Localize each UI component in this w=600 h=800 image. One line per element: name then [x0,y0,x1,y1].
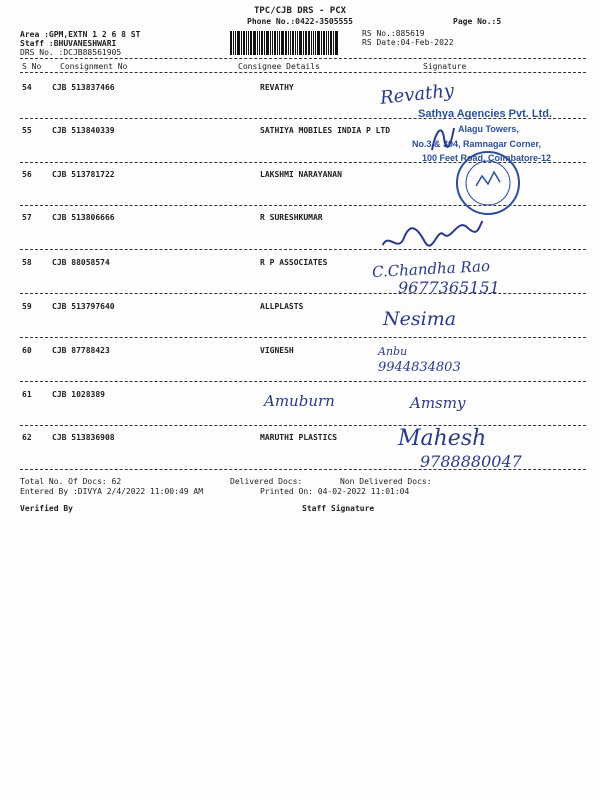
row-consignment: CJB 513836908 [52,433,115,442]
delivered-docs: Delivered Docs: [230,477,303,486]
barcode-bar [311,31,312,55]
row-consignment: CJB 87788423 [52,346,110,355]
signature-61-b: Amsmy [410,394,466,412]
barcode-bar [308,31,310,55]
signature-57 [376,211,490,264]
round-seal-icon [452,148,524,218]
row-consignment: CJB 513840339 [52,126,115,135]
row-consignment: CJB 513837466 [52,83,115,92]
total-docs: Total No. Of Docs: 62 [20,477,122,486]
row-sno: 55 [22,126,32,135]
staff-label: Staff :BHUVANESHWARI [20,39,117,48]
row-consignment: CJB 513806666 [52,213,115,222]
row-consignee: ALLPLASTS [260,302,304,311]
row-consignment: CJB 513781722 [52,170,115,179]
barcode-bar [248,31,249,55]
barcode-bar [281,31,284,55]
staff-signature: Staff Signature [302,504,375,513]
row-sno: 58 [22,258,32,267]
barcode-bar [253,31,256,55]
drs-number: DRS No. :DCJB88561905 [20,48,122,57]
signature-59: Nesima [383,308,457,330]
barcode-bar [266,31,269,55]
row-divider [20,381,586,382]
signature-60-name: Anbu [378,345,408,358]
col-header-signature: Signature [423,62,467,71]
barcode-bar [257,31,258,55]
row-consignee: R SURESHKUMAR [260,213,323,222]
signature-60-phone: 9944834803 [378,360,461,375]
row-consignee: LAKSHMI NARAYANAN [260,170,342,179]
row-consignee: REVATHY [260,83,294,92]
barcode-bar [292,31,294,55]
barcode-bar [285,31,287,55]
barcode-bar [315,31,316,55]
col-header-sno: S No [22,62,42,71]
barcode-bar [259,31,260,55]
phone-number: Phone No.:0422-3505555 [247,17,353,26]
row-divider [20,337,586,338]
signature-62-name: Mahesh [398,426,487,451]
row-divider [20,249,586,250]
barcode-bar [328,31,329,55]
stamp-line-1: Sathya Agencies Pvt. Ltd. [418,108,553,120]
barcode-bar [279,31,280,55]
barcode-bar [288,31,289,55]
stamp-signature-icon [428,120,458,156]
printed-on: Printed On: 04-02-2022 11:01:04 [260,487,410,496]
row-sno: 60 [22,346,32,355]
barcode-bar [241,31,242,55]
row-consignee: R P ASSOCIATES [260,258,328,267]
row-sno: 59 [22,302,32,311]
signature-62-phone: 9788880047 [420,452,522,471]
row-divider [20,293,586,294]
col-header-consignment: Consignment No [60,62,128,71]
barcode-bar [264,31,265,55]
entered-by: Entered By :DIVYA 2/4/2022 11:00:49 AM [20,487,204,496]
signature-58-name: C.Chandha Rao [371,256,491,282]
barcode-bar [274,31,276,55]
barcode [230,31,358,55]
barcode-bar [326,31,327,55]
barcode-bar [297,31,298,55]
barcode-bar [277,31,278,55]
barcode-bar [317,31,320,55]
barcode-bar [272,31,273,55]
barcode-bar [235,31,236,55]
barcode-bar [303,31,304,55]
row-consignment: CJB 513797640 [52,302,115,311]
barcode-bar [250,31,252,55]
row-sno: 57 [22,213,32,222]
non-delivered-docs: Non Delivered Docs: [340,477,432,486]
row-divider [20,425,586,426]
barcode-bar [230,31,232,55]
signature-61-a: Amuburn [264,392,335,410]
row-consignment: CJB 88058574 [52,258,110,267]
barcode-bar [295,31,296,55]
barcode-bar [305,31,307,55]
barcode-bar [299,31,302,55]
row-consignee: MARUTHI PLASTICS [260,433,338,442]
rs-date: RS Date:04-Feb-2022 [362,38,454,47]
stamp-line-3: No.3 & 304, Ramnagar Corner, [412,139,542,149]
barcode-bar [246,31,247,55]
page-number: Page No.:5 [453,17,502,26]
barcode-bar [233,31,234,55]
row-consignee: SATHIYA MOBILES INDIA P LTD [260,126,391,135]
barcode-bar [290,31,291,55]
signature-58-phone: 9677365151 [398,278,500,297]
area-label: Area :GPM,EXTN 1 2 6 8 ST [20,30,141,39]
row-consignment: CJB 1028389 [52,390,105,399]
stamp-line-4: 100 Feet Road, Coimbatore-12 [422,153,552,163]
row-sno: 61 [22,390,32,399]
barcode-bar [333,31,334,55]
row-sno: 56 [22,170,32,179]
col-header-consignee: Consignee Details [238,62,320,71]
barcode-bar [330,31,332,55]
barcode-bar [237,31,240,55]
document-title: TPC/CJB DRS - PCX [253,6,347,16]
divider [20,72,586,73]
barcode-bar [321,31,322,55]
divider [20,58,586,59]
verified-by: Verified By [20,504,73,513]
barcode-bar [313,31,314,55]
rs-number: RS No.:885619 [362,29,425,38]
barcode-bar [270,31,271,55]
barcode-bar [335,31,338,55]
signature-54: Revathy [379,80,456,109]
row-sno: 62 [22,433,32,442]
barcode-bar [323,31,325,55]
row-consignee: VIGNESH [260,346,294,355]
barcode-bar [243,31,245,55]
stamp-line-2: Alagu Towers, [458,124,519,134]
barcode-bar [261,31,263,55]
row-sno: 54 [22,83,32,92]
